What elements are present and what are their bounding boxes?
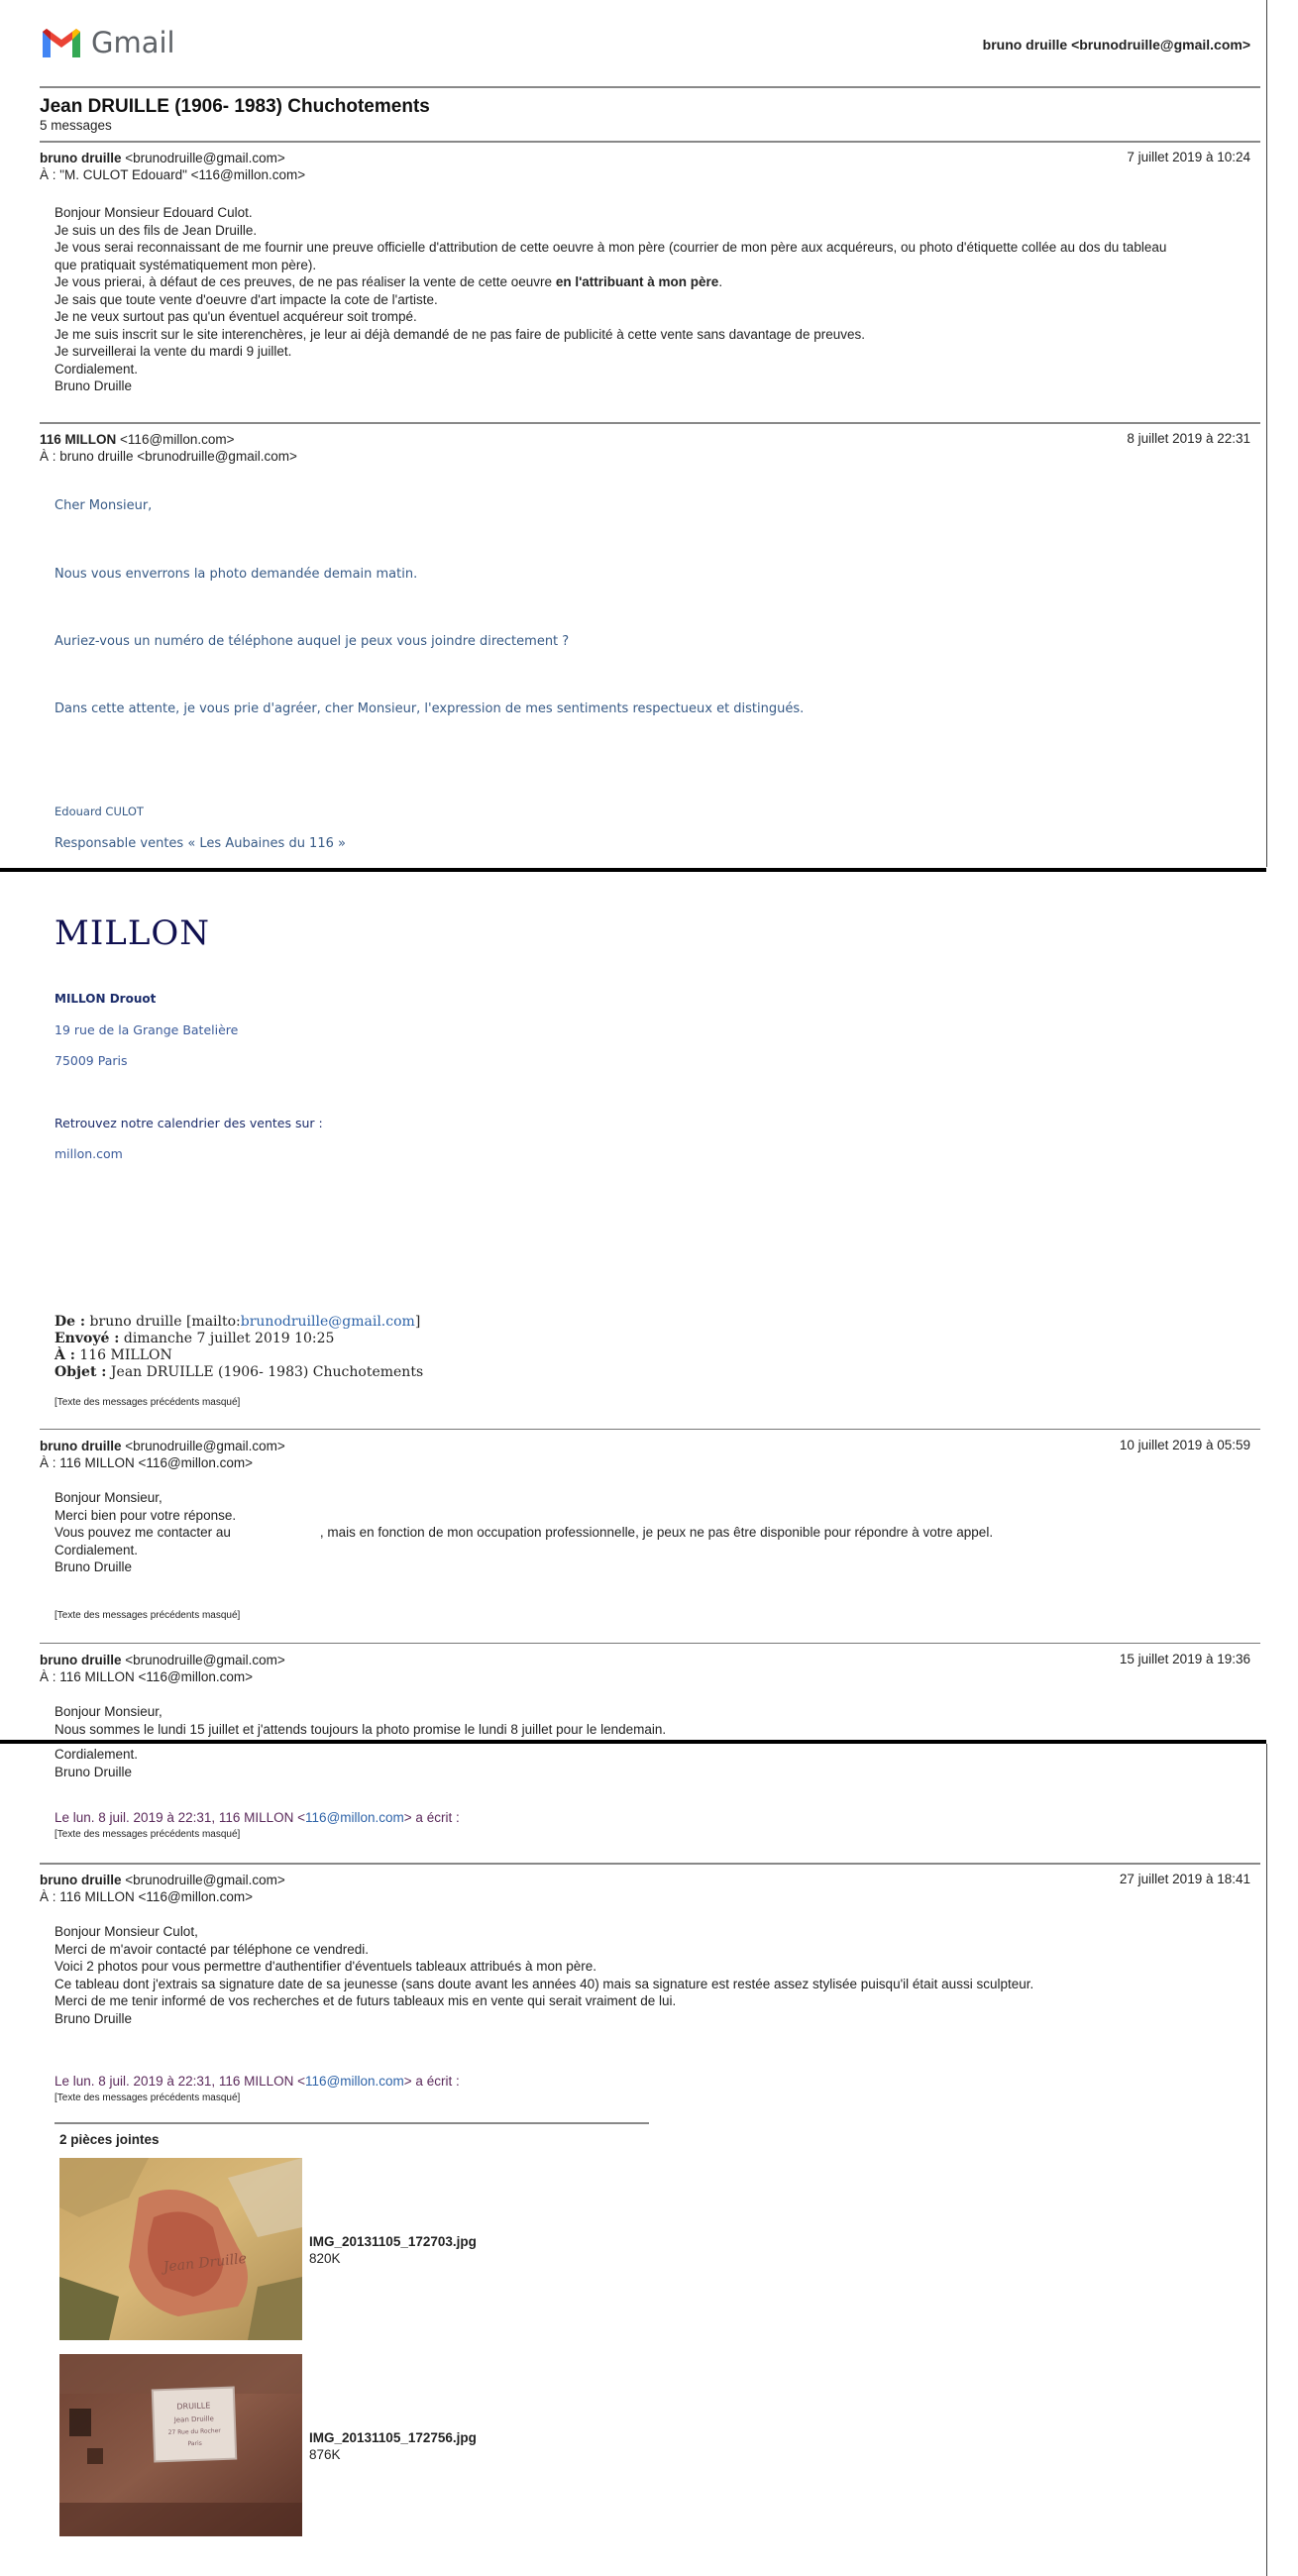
message-sender[interactable] (40, 150, 285, 167)
hidden-quoted-text-toggle[interactable]: [Texte des messages précédents masqué] (54, 1610, 241, 1621)
body-line: Je me suis inscrit sur le site interenchères, je leur ai déjà demandé de ne pas faire de publicité à cette vente sans davantage de preuves. (54, 326, 865, 342)
millon-calendar: Retrouvez notre calendrier des ventes sur : (54, 1116, 323, 1130)
attachment-name[interactable]: IMG_20131105_172756.jpg (309, 2430, 477, 2445)
message-date: 10 juillet 2019 à 05:59 (1119, 1438, 1250, 1452)
label-line: Jean Druille (173, 2415, 215, 2424)
body-line: Je sais que toute vente d'oeuvre d'art impacte la cote de l'artiste. (54, 291, 438, 307)
body-line: Vous pouvez me contacter au , mais en fonction de mon occupation professionnelle, je peux ne pas être disponible pour répondre à votre appel. (54, 1525, 994, 1540)
gmail-logo[interactable] (40, 26, 188, 61)
thread-title: Jean DRUILLE (1906- 1983) Chuchotements (40, 96, 430, 117)
body-line: Bonjour Monsieur, (54, 1490, 162, 1505)
attachments-divider (54, 2122, 649, 2124)
millon-site-link[interactable]: millon.com (54, 1146, 123, 1161)
body-line: Auriez-vous un numéro de téléphone auquel je peux vous joindre directement ? (54, 634, 570, 649)
message-divider (40, 1863, 1260, 1865)
thick-divider (0, 868, 1266, 872)
millon-city: 75009 Paris (54, 1053, 128, 1068)
body-line: Merci bien pour votre réponse. (54, 1507, 237, 1523)
sender-name: bruno druille (40, 151, 122, 165)
label-line: 27 Rue du Rocher (167, 2427, 221, 2436)
message-body (54, 1489, 1244, 1576)
body-line: Je ne veux surtout pas qu'un éventuel acquéreur soit trompé. (54, 309, 417, 324)
body-line: Ce tableau dont j'extrais sa signature date de sa jeunesse (sans doute avant les années 40) mais sa signature est restée assez stylisée puisqu'il était aussi sculpteur. (54, 1976, 1034, 1991)
label-photo-image (59, 2354, 302, 2536)
sender-name: bruno druille (40, 1873, 122, 1887)
message-recipients: À : "M. CULOT Edouard" <116@millon.com> (40, 167, 306, 182)
message-recipients: À : 116 MILLON <116@millon.com> (40, 1889, 254, 1904)
body-line: Bruno Druille (54, 2010, 133, 2026)
body-line: Dans cette attente, je vous prie d'agréer, cher Monsieur, l'expression de mes sentiments respectueux et distingués. (54, 701, 805, 716)
body-line: Cordialement. (54, 1542, 139, 1557)
header-divider (40, 86, 1260, 88)
message-date: 7 juillet 2019 à 10:24 (1127, 150, 1250, 164)
body-line: Bruno Druille (54, 1764, 133, 1779)
original-from-link[interactable]: brunodruille@gmail.com (240, 1314, 415, 1330)
message-date: 15 juillet 2019 à 19:36 (1119, 1652, 1250, 1666)
sender-name: 116 MILLON (40, 432, 117, 447)
attachments-title: 2 pièces jointes (59, 2132, 160, 2147)
quote-email-link[interactable]: 116@millon.com (305, 2074, 404, 2089)
message-recipients: À : 116 MILLON <116@millon.com> (40, 1455, 254, 1470)
body-line: Merci de me tenir informé de vos recherches et de futurs tableaux mis en vente qui serait vraiment de lui. (54, 1993, 677, 2008)
attachment-thumbnail[interactable] (59, 2158, 302, 2340)
body-line: Je surveillerai la vente du mardi 9 juillet. (54, 344, 292, 359)
body-line: Cordialement. (54, 361, 139, 376)
millon-street: 19 rue de la Grange Batelière (54, 1022, 239, 1037)
body-line: Bruno Druille (54, 378, 133, 393)
body-line: Bonjour Monsieur Edouard Culot. (54, 205, 253, 220)
body-line: Voici 2 photos pour vous permettre d'authentifier d'éventuels tableaux attribués à mon père. (54, 1959, 596, 1974)
body-line: Je suis un des fils de Jean Druille. (54, 222, 258, 238)
message-sender[interactable] (40, 1438, 285, 1455)
message-date: 8 juillet 2019 à 22:31 (1127, 431, 1250, 446)
sender-email: <brunodruille@gmail.com> (125, 1873, 285, 1887)
body-line: Bruno Druille (54, 1559, 133, 1574)
body-line: Merci de m'avoir contacté par téléphone ce vendredi. (54, 1941, 369, 1957)
signature-role: Responsable ventes « Les Aubaines du 116 » (54, 836, 346, 851)
attachment-size: 876K (309, 2447, 341, 2462)
gmail-m-icon (40, 26, 83, 59)
attachment-thumbnail[interactable] (59, 2354, 302, 2536)
bold-text: en l'attribuant à mon père (555, 274, 719, 289)
message-date: 27 juillet 2019 à 18:41 (1119, 1872, 1250, 1886)
thick-divider (0, 1740, 1266, 1744)
message-body (54, 1923, 1244, 2027)
message-divider (40, 1643, 1260, 1644)
sender-email: <brunodruille@gmail.com> (125, 1653, 285, 1667)
quote-header: Le lun. 8 juil. 2019 à 22:31, 116 MILLON <116@millon.com> a écrit : (54, 2074, 460, 2089)
body-line: Bonjour Monsieur, (54, 1704, 162, 1719)
hidden-quoted-text-toggle[interactable]: [Texte des messages précédents masqué] (54, 1397, 241, 1408)
sender-email: <116@millon.com> (120, 432, 235, 447)
original-sent: Envoyé : dimanche 7 juillet 2019 10:25 (54, 1331, 335, 1346)
message-body (54, 204, 1244, 395)
original-from: De : bruno druille [mailto:brunodruille@gmail.com] (54, 1314, 421, 1330)
original-to: À : 116 MILLON (54, 1347, 172, 1363)
hidden-quoted-text-toggle[interactable]: [Texte des messages précédents masqué] (54, 1829, 241, 1840)
body-line: Nous sommes le lundi 15 juillet et j'attends toujours la photo promise le lundi 8 juillet pour le lendemain. (54, 1721, 667, 1737)
account-label: bruno druille <brunodruille@gmail.com> (982, 37, 1250, 53)
sender-name: bruno druille (40, 1439, 122, 1453)
message-recipients: À : bruno druille <brunodruille@gmail.com> (40, 449, 297, 464)
message-recipients: À : 116 MILLON <116@millon.com> (40, 1669, 254, 1684)
body-line: que pratiquait systématiquement mon père). (54, 257, 317, 272)
millon-logo: MILLON (54, 913, 211, 953)
original-subject: Objet : Jean DRUILLE (1906- 1983) Chuchotements (54, 1364, 424, 1380)
right-border-line-lower (1266, 1744, 1267, 2576)
right-border-line (1266, 0, 1267, 867)
message-divider (40, 141, 1260, 143)
quote-header: Le lun. 8 juil. 2019 à 22:31, 116 MILLON <116@millon.com> a écrit : (54, 1810, 460, 1825)
message-body (54, 1703, 1244, 1738)
message-divider (40, 1429, 1260, 1430)
sender-email: <brunodruille@gmail.com> (125, 151, 285, 165)
label-line: Paris (187, 2439, 202, 2448)
body-line: Je vous serai reconnaissant de me fournir une preuve officielle d'attribution de cette oeuvre à mon père (courrier de mon père aux acquéreurs, ou photo d'étiquette collée au dos du tableau (54, 240, 1167, 255)
message-sender[interactable] (40, 431, 235, 449)
message-sender[interactable] (40, 1652, 285, 1669)
millon-company: MILLON Drouot (54, 992, 157, 1006)
label-line: DRUILLE (176, 2401, 211, 2412)
body-line: Cordialement. (54, 1747, 139, 1762)
message-body-continued (54, 1746, 1244, 1780)
painted-signature: Jean Druille (162, 2250, 248, 2276)
message-sender[interactable] (40, 1872, 285, 1889)
body-line: Nous vous enverrons la photo demandée demain matin. (54, 567, 418, 582)
attachment-size: 820K (309, 2251, 341, 2266)
quote-email-link[interactable]: 116@millon.com (305, 1810, 404, 1825)
body-line: Bonjour Monsieur Culot, (54, 1924, 198, 1939)
sender-email: <brunodruille@gmail.com> (125, 1439, 285, 1453)
signature-name: Edouard CULOT (54, 805, 144, 818)
message-count: 5 messages (40, 118, 112, 133)
message-divider (40, 422, 1260, 424)
body-line: Je vous prierai, à défaut de ces preuves, de ne pas réaliser la vente de cette oeuvre en l'attribuant à mon père. (54, 274, 723, 289)
hidden-quoted-text-toggle[interactable]: [Texte des messages précédents masqué] (54, 2093, 241, 2103)
sender-name: bruno druille (40, 1653, 122, 1667)
signature-photo-image (59, 2158, 302, 2340)
body-line: Cher Monsieur, (54, 498, 153, 513)
attachment-name[interactable]: IMG_20131105_172703.jpg (309, 2234, 477, 2249)
gmail-wordmark: Gmail (91, 26, 175, 59)
